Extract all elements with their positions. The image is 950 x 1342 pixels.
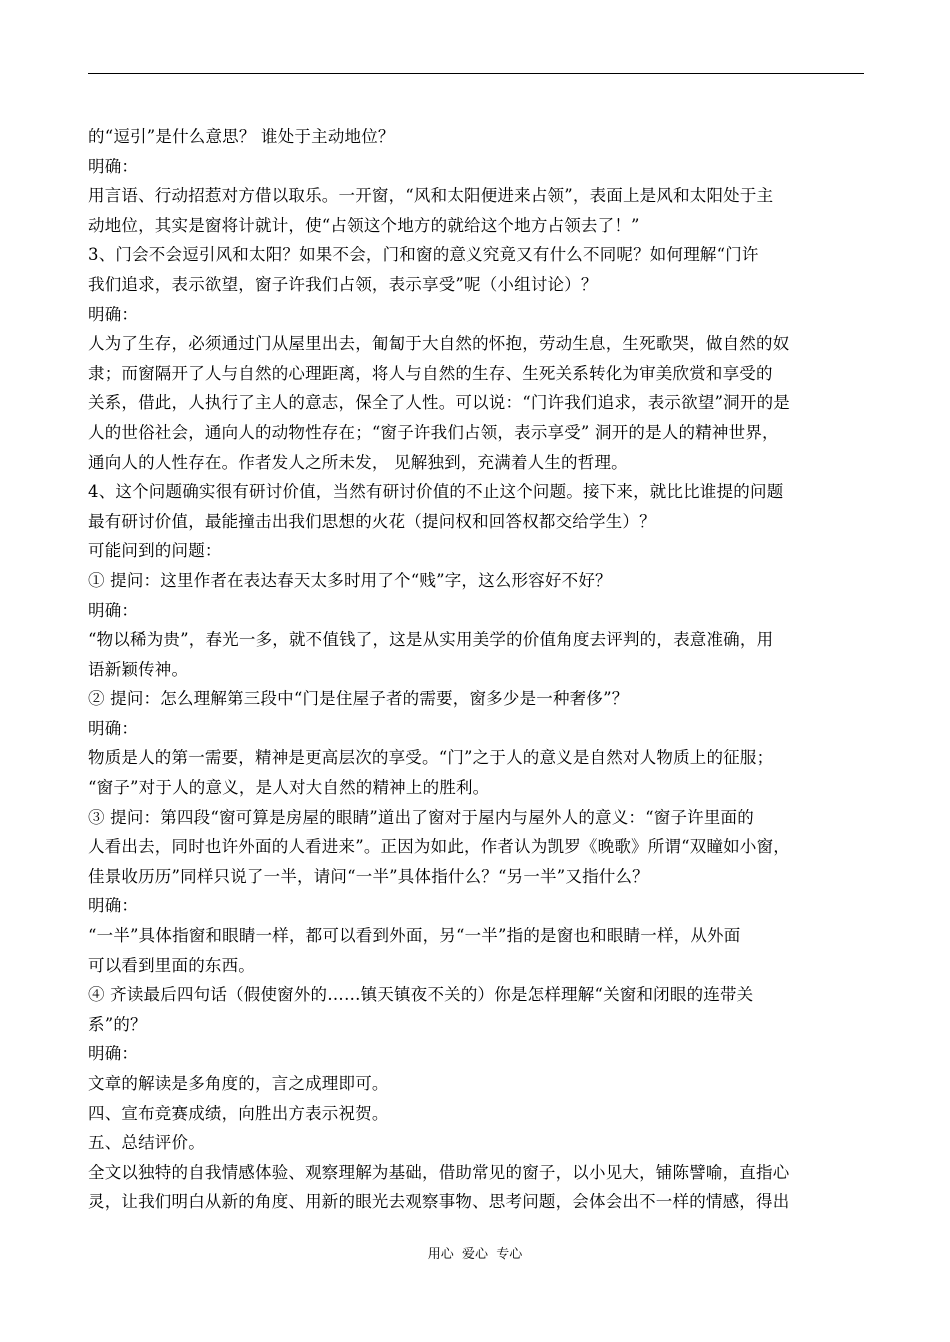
text-line: 全文以独特的自我情感体验、观察理解为基础，借助常见的窗子，以小见大，铺陈譬喻，直指心 [88, 1162, 790, 1182]
text-line: “物以稀为贵”，春光一多，就不值钱了，这是从实用美学的价值角度去评判的，表意准确，用 [88, 630, 774, 650]
document-body [88, 122, 866, 1217]
text-line: 通向人的人性存在。作者发人之所未发， 见解独到，充满着人生的哲理。 [88, 452, 628, 472]
text-line: 明确： [88, 896, 139, 916]
text-line: 文章的解读是多角度的，言之成理即可。 [88, 1074, 389, 1093]
text-line: ① 提问：这里作者在表达春天太多时用了个“贱”字，这么形容好不好？ [88, 570, 612, 590]
header-rule [88, 73, 864, 74]
page-footer: 用心 爱心 专心 [427, 1247, 523, 1262]
text-line: 四、宣布竞赛成绩，向胜出方表示祝贺。 [88, 1103, 389, 1123]
text-line: 人的世俗社会，通向人的动物性存在；“窗子许我们占领，表示享受” 洞开的是人的精神世界， [88, 422, 779, 442]
text-line: 用言语、行动招惹对方借以取乐。一开窗，“风和太阳便进来占领”，表面上是风和太阳处于主 [88, 186, 774, 206]
text-line: “一半”具体指窗和眼睛一样，都可以看到外面，另“一半”指的是窗也和眼睛一样，从外面 [88, 926, 741, 946]
text-line: 关系，借此，人执行了主人的意志，保全了人性。可以说：“门许我们追求，表示欲望”洞开的是 [88, 393, 790, 413]
text-line: 五、总结评价。 [88, 1133, 205, 1153]
text-line: “窗子”对于人的意义，是人对大自然的精神上的胜利。 [88, 778, 490, 798]
text-line: 的“逗引”是什么意思？ 谁处于主动地位？ [88, 127, 395, 146]
text-line: 佳景收历历”同样只说了一半，请问“一半”具体指什么？“另一半”又指什么？ [88, 866, 649, 886]
text-line: 物质是人的第一需要，精神是更高层次的享受。“门”之于人的意义是自然对人物质上的征服； [88, 748, 774, 768]
text-line: 语新颖传神。 [88, 659, 189, 679]
text-line: 动地位，其实是窗将计就计，使“占领这个地方的就给这个地方占领去了！” [88, 215, 640, 235]
text-line: 明确： [88, 156, 139, 176]
text-line: 明确： [88, 600, 139, 620]
text-line: 系”的？ [88, 1014, 147, 1034]
text-line: 3、门会不会逗引风和太阳？如果不会，门和窗的意义究竟又有什么不同呢？如何理解“门许 [88, 245, 759, 265]
text-line: 明确： [88, 718, 139, 738]
text-line: 人看出去，同时也许外面的人看进来”。正因为如此，作者认为凯罗《晚歌》所谓“双瞳如小窗， [88, 837, 790, 857]
text-line: 最有研讨价值，最能撞击出我们思想的火花（提问权和回答权都交给学生）？ [88, 511, 656, 531]
text-line: 我们追求，表示欲望，窗子许我们占领，表示享受”呢（小组讨论）？ [88, 274, 598, 294]
text-line: 明确： [88, 304, 139, 324]
text-line: 可以看到里面的东西。 [88, 955, 255, 975]
text-line: 人为了生存，必须通过门从屋里出去，匍匐于大自然的怀抱，劳动生息，生死歌哭，做自然的奴 [88, 334, 790, 354]
text-line: 4、这个问题确实很有研讨价值，当然有研讨价值的不止这个问题。接下来，就比比谁提的问题 [88, 482, 784, 502]
text-line: 明确： [88, 1044, 139, 1064]
text-line: 灵，让我们明白从新的角度、用新的眼光去观察事物、思考问题，会体会出不一样的情感，得出 [88, 1192, 790, 1212]
text-line: ③ 提问：第四段“窗可算是房屋的眼睛”道出了窗对于屋内与屋外人的意义：“窗子许里面的 [88, 807, 754, 827]
text-line: 可能问到的问题： [88, 541, 222, 561]
text-line: ④ 齐读最后四句话（假使窗外的……镇天镇夜不关的）你是怎样理解“关窗和闭眼的连带关 [88, 985, 754, 1005]
text-line: ② 提问：怎么理解第三段中“门是住屋子者的需要，窗多少是一种奢侈”？ [88, 689, 629, 709]
text-line: 隶；而窗隔开了人与自然的心理距离，将人与自然的生存、生死关系转化为审美欣赏和享受的 [88, 363, 773, 383]
